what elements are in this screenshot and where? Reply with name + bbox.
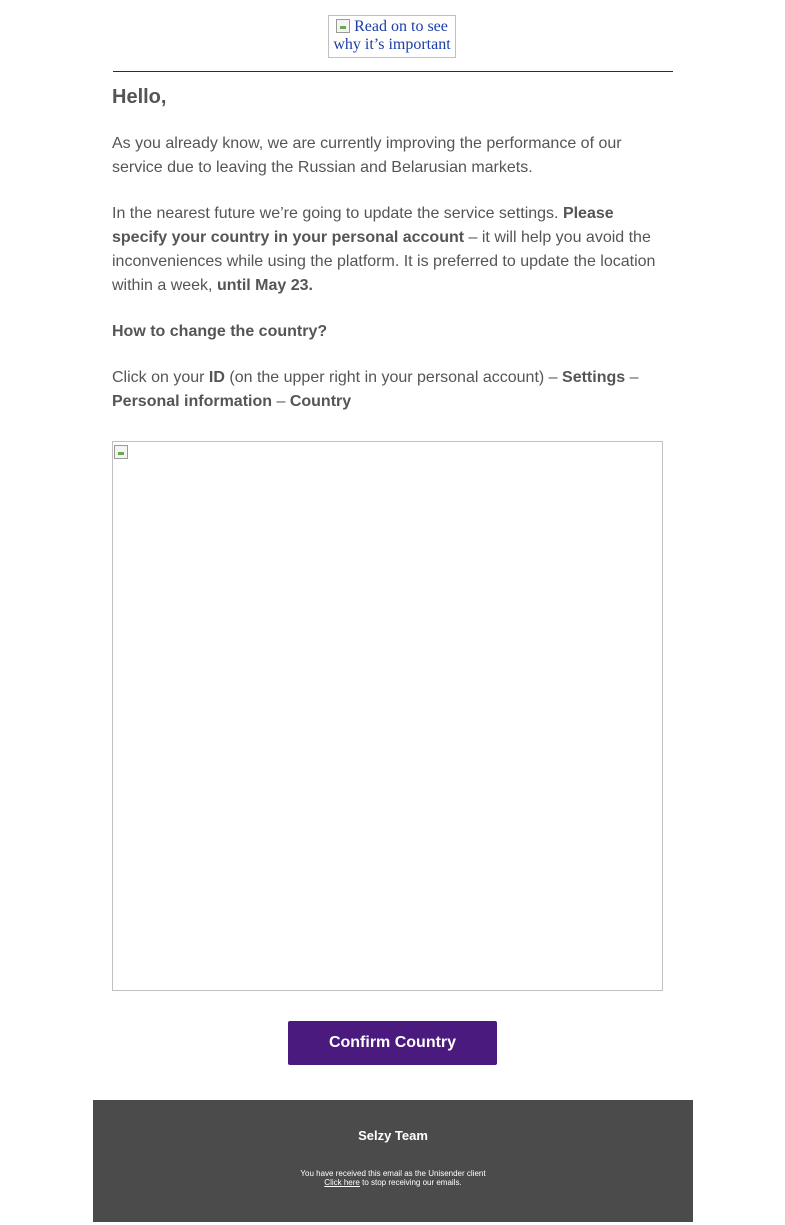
steps-paragraph: [112, 366, 668, 414]
greeting: Hello,: [112, 86, 167, 108]
footer-received-text: You have received this email as the Unisender client: [300, 1169, 486, 1178]
footer: [93, 1100, 693, 1222]
confirm-country-button[interactable]: Confirm Country: [288, 1021, 497, 1065]
steps-prefix: Click on your: [112, 369, 209, 386]
steps-separator-2: –: [272, 393, 290, 410]
instruction-image: [112, 441, 663, 991]
steps-country: Country: [289, 393, 352, 410]
steps-separator-1: –: [625, 369, 639, 386]
notice-deadline: until May 23.: [216, 277, 313, 294]
header-image-alt: Read on to see why it’s important: [333, 18, 451, 53]
footer-team: Selzy Team: [358, 1128, 428, 1143]
howto-heading: [112, 320, 668, 344]
broken-image-icon: [336, 19, 350, 33]
steps-middle: (on the upper right in your personal account) –: [224, 369, 563, 386]
broken-image-icon: [114, 445, 128, 459]
steps-id: ID: [208, 369, 225, 386]
unsubscribe-text: to stop receiving our emails.: [359, 1178, 462, 1187]
email-body: [112, 84, 668, 414]
notice-bold-1: Please specify your country in your personal account: [112, 205, 614, 246]
notice-text-2: – it will help you avoid the inconveniences while using the platform. It is preferred to update the location within a week,: [112, 229, 656, 294]
steps-personal-information: Personal information: [112, 393, 273, 410]
howto-heading-text: How to change the country?: [112, 323, 328, 340]
steps-settings: Settings: [562, 369, 626, 386]
notice-paragraph: [112, 202, 668, 298]
footer-unsubscribe-line: [93, 1178, 693, 1187]
notice-text-1: In the nearest future we’re going to update the service settings.: [112, 205, 563, 222]
footer-notice: [93, 1169, 693, 1187]
header-divider: [113, 71, 673, 72]
header-image: [328, 15, 456, 58]
unsubscribe-link[interactable]: Click here: [324, 1178, 360, 1187]
intro-paragraph: As you already know, we are currently improving the performance of our service due to leaving the Russian and Belarusian markets.: [112, 135, 622, 176]
